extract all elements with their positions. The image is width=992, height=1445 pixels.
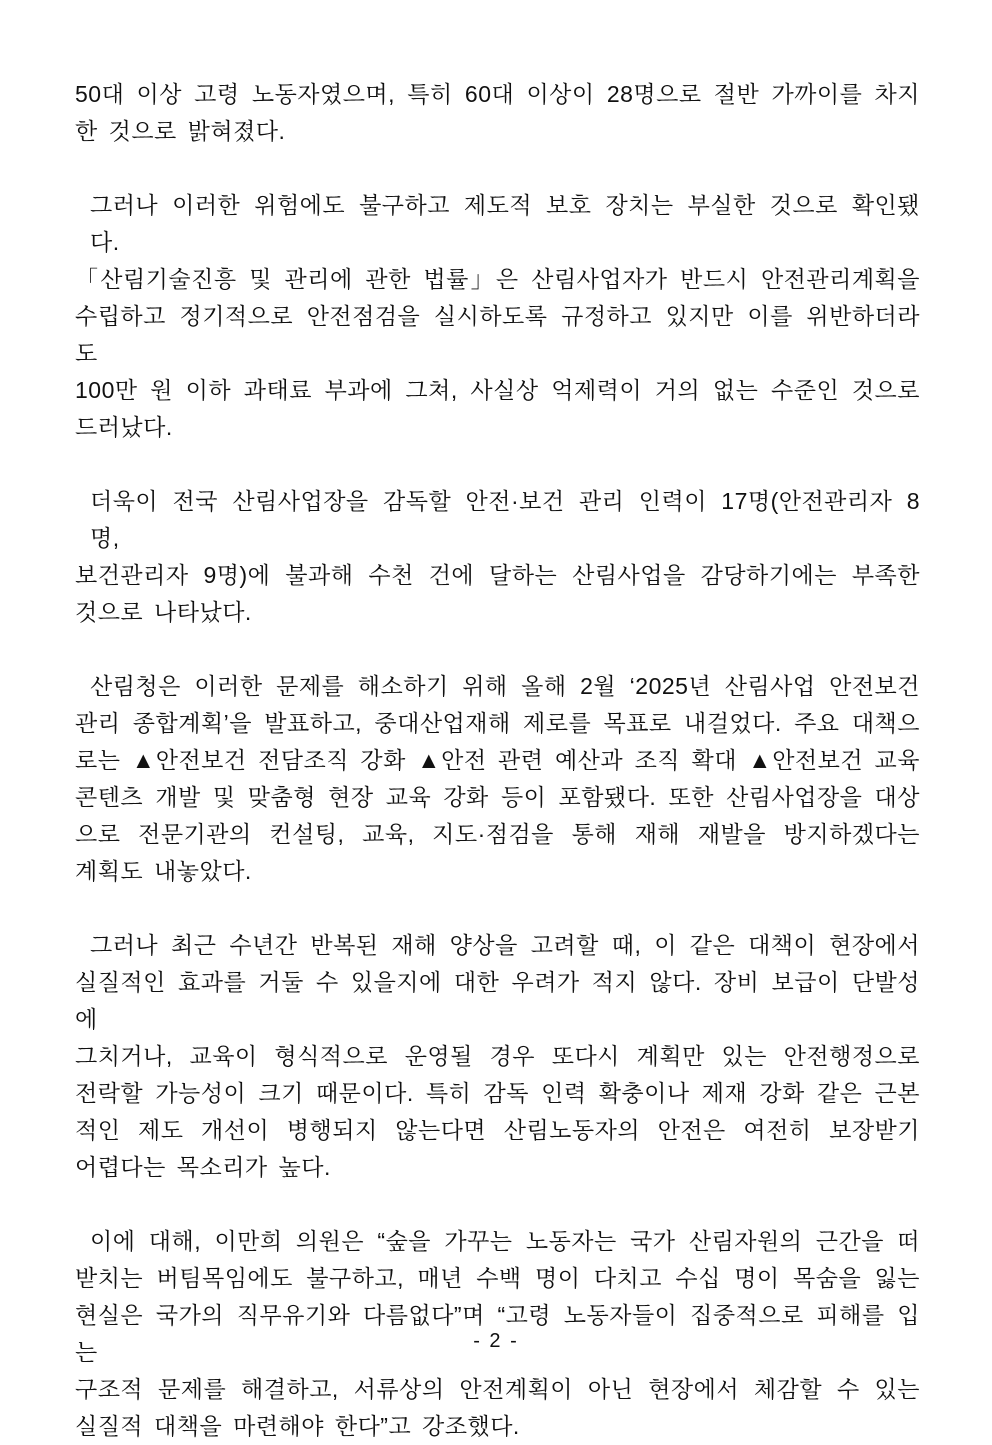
text-line: 현실은 국가의 직무유기와 다름없다”며 “고령 노동자들이 집중적으로 피해를 입는 — [75, 1302, 920, 1365]
paragraph — [75, 927, 920, 1186]
text-line: 콘텐츠 개발 및 맞춤형 현장 교육 강화 등이 포함됐다. 또한 산림사업장을 대상 — [75, 784, 920, 810]
text-line: 으로 전문기관의 컨설팅, 교육, 지도·점검을 통해 재해 재발을 방지하겠다는 — [75, 821, 920, 847]
text-line: 그러나 최근 수년간 반복된 재해 양상을 고려할 때, 이 같은 대책이 현장에서 — [90, 932, 920, 958]
text-line: 그러나 이러한 위험에도 불구하고 제도적 보호 장치는 부실한 것으로 확인됐다. — [90, 192, 920, 255]
text-line: 보건관리자 9명)에 불과해 수천 건에 달하는 산림사업을 감당하기에는 부족한 — [75, 562, 920, 588]
text-line: 실질적인 효과를 거둘 수 있을지에 대한 우려가 적지 않다. 장비 보급이 단발성에 — [75, 969, 920, 1032]
text-line: 수립하고 정기적으로 안전점검을 실시하도록 규정하고 있지만 이를 위반하더라도 — [75, 303, 920, 366]
text-line: 「산림기술진흥 및 관리에 관한 법률」은 산림사업자가 반드시 안전관리계획을 — [75, 266, 920, 292]
text-line: 그치거나, 교육이 형식적으로 운영될 경우 또다시 계획만 있는 안전행정으로 — [75, 1043, 920, 1069]
text-line: 관리 종합계획’을 발표하고, 중대산업재해 제로를 목표로 내걸었다. 주요 대책으 — [75, 710, 920, 736]
document-body — [75, 76, 920, 1445]
text-line: 드러났다. — [75, 414, 173, 440]
text-line: 이에 대해, 이만희 의원은 “숲을 가꾸는 노동자는 국가 산림자원의 근간을 떠 — [90, 1228, 920, 1254]
text-line: 100만 원 이하 과태료 부과에 그쳐, 사실상 억제력이 거의 없는 수준인 것으로 — [75, 377, 920, 403]
paragraph — [75, 76, 920, 150]
text-line: 로는 ▲안전보건 전담조직 강화 ▲안전 관련 예산과 조직 확대 ▲안전보건 교육 — [75, 747, 920, 773]
text-line: 산림청은 이러한 문제를 해소하기 위해 올해 2월 ‘2025년 산림사업 안전보건 — [90, 673, 920, 699]
text-line: 어렵다는 목소리가 높다. — [75, 1154, 331, 1180]
text-line: 구조적 문제를 해결하고, 서류상의 안전계획이 아닌 현장에서 체감할 수 있는 — [75, 1376, 920, 1402]
page-number: - 2 - — [473, 1330, 519, 1352]
text-line: 전락할 가능성이 크기 때문이다. 특히 감독 인력 확충이나 제재 강화 같은 근본 — [75, 1080, 920, 1106]
text-line: 적인 제도 개선이 병행되지 않는다면 산림노동자의 안전은 여전히 보장받기 — [75, 1117, 920, 1143]
text-line: 더욱이 전국 산림사업장을 감독할 안전·보건 관리 인력이 17명(안전관리자 8명, — [90, 488, 920, 551]
text-line: 계획도 내놓았다. — [75, 858, 252, 884]
text-line: 실질적 대책을 마련해야 한다”고 강조했다. — [75, 1413, 520, 1439]
paragraph — [75, 483, 920, 631]
paragraph — [75, 187, 920, 446]
text-line: 50대 이상 고령 노동자였으며, 특히 60대 이상이 28명으로 절반 가까이를 차지 — [75, 81, 920, 107]
text-line: 받치는 버팀목임에도 불구하고, 매년 수백 명이 다치고 수십 명이 목숨을 잃는 — [75, 1265, 920, 1291]
text-line: 한 것으로 밝혀졌다. — [75, 118, 286, 144]
text-line: 것으로 나타났다. — [75, 599, 252, 625]
paragraph — [75, 668, 920, 890]
